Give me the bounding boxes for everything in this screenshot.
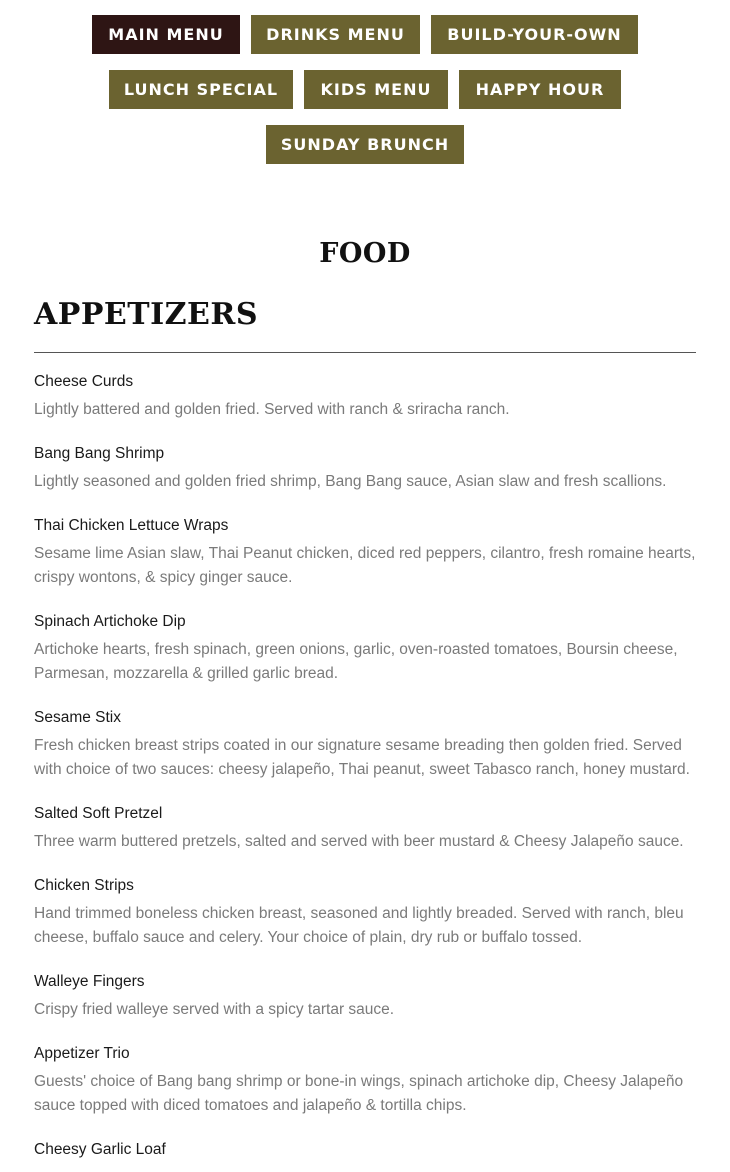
menu-item-description: Crispy fried walleye served with a spicy tartar sauce. <box>34 1001 395 1018</box>
menu-item <box>34 444 696 494</box>
tab-lunch-special[interactable]: LUNCH SPECIAL <box>109 70 293 109</box>
tab-row-3 <box>0 125 730 164</box>
menu-item-name: Appetizer Trio <box>34 1045 130 1062</box>
tab-sunday-brunch[interactable]: SUNDAY BRUNCH <box>266 125 464 164</box>
menu-item <box>34 612 696 686</box>
menu-item <box>34 1044 696 1118</box>
tab-row-2 <box>0 70 730 109</box>
tab-kids-menu[interactable]: KIDS MENU <box>304 70 448 109</box>
menu-item-name: Chicken Strips <box>34 877 134 894</box>
category-title: APPETIZERS <box>34 297 258 332</box>
tab-row-1 <box>0 15 730 54</box>
menu-item <box>34 804 696 854</box>
menu-item-description: Hand trimmed boneless chicken breast, seasoned and lightly breaded. Served with ranch, bleu cheese, buffalo sauce and celery. Your choice of plain, dry rub or buffalo tossed. <box>34 905 684 946</box>
tab-build-your-own[interactable]: BUILD-YOUR-OWN <box>431 15 638 54</box>
menu-item-description: Artichoke hearts, fresh spinach, green onions, garlic, oven-roasted tomatoes, Boursin cheese, Parmesan, mozzarella & grilled garlic bread. <box>34 641 678 682</box>
menu-item <box>34 972 696 1022</box>
menu-item <box>34 372 696 422</box>
menu-item-name: Thai Chicken Lettuce Wraps <box>34 517 229 534</box>
menu-item <box>34 516 696 590</box>
menu-item-description: Three warm buttered pretzels, salted and served with beer mustard & Cheesy Jalapeño sauce. <box>34 833 684 850</box>
section-title: FOOD <box>319 238 411 269</box>
menu-item-name: Spinach Artichoke Dip <box>34 613 186 630</box>
menu-item-name: Bang Bang Shrimp <box>34 445 165 462</box>
menu-item-description: Guests' choice of Bang bang shrimp or bone-in wings, spinach artichoke dip, Cheesy Jalapeño sauce topped with diced tomatoes and jalapeño & tortilla chips. <box>34 1073 684 1114</box>
menu-item-description: Lightly seasoned and golden fried shrimp, Bang Bang sauce, Asian slaw and fresh scallions. <box>34 473 667 490</box>
menu-item-name: Walleye Fingers <box>34 973 145 990</box>
menu-item-name: Cheese Curds <box>34 373 134 390</box>
menu-item <box>34 876 696 950</box>
menu-item-description: Lightly battered and golden fried. Served with ranch & sriracha ranch. <box>34 401 510 418</box>
category-divider <box>34 352 696 353</box>
menu-item <box>34 1140 696 1160</box>
tab-main-menu[interactable]: MAIN MENU <box>92 15 240 54</box>
tab-drinks-menu[interactable]: DRINKS MENU <box>251 15 420 54</box>
menu-item-name: Cheesy Garlic Loaf <box>34 1141 166 1158</box>
menu-item-description: Fresh chicken breast strips coated in our signature sesame breading then golden fried. Served with choice of two sauces: cheesy jalapeño, Thai peanut, sweet Tabasco ranch, honey mustard. <box>34 737 690 778</box>
menu-item-description: Sesame lime Asian slaw, Thai Peanut chicken, diced red peppers, cilantro, fresh romaine hearts, crispy wontons, & spicy ginger sauce. <box>34 545 696 586</box>
menu-item-name: Sesame Stix <box>34 709 122 726</box>
tab-happy-hour[interactable]: HAPPY HOUR <box>459 70 621 109</box>
menu-item-name: Salted Soft Pretzel <box>34 805 163 822</box>
menu-item <box>34 708 696 782</box>
